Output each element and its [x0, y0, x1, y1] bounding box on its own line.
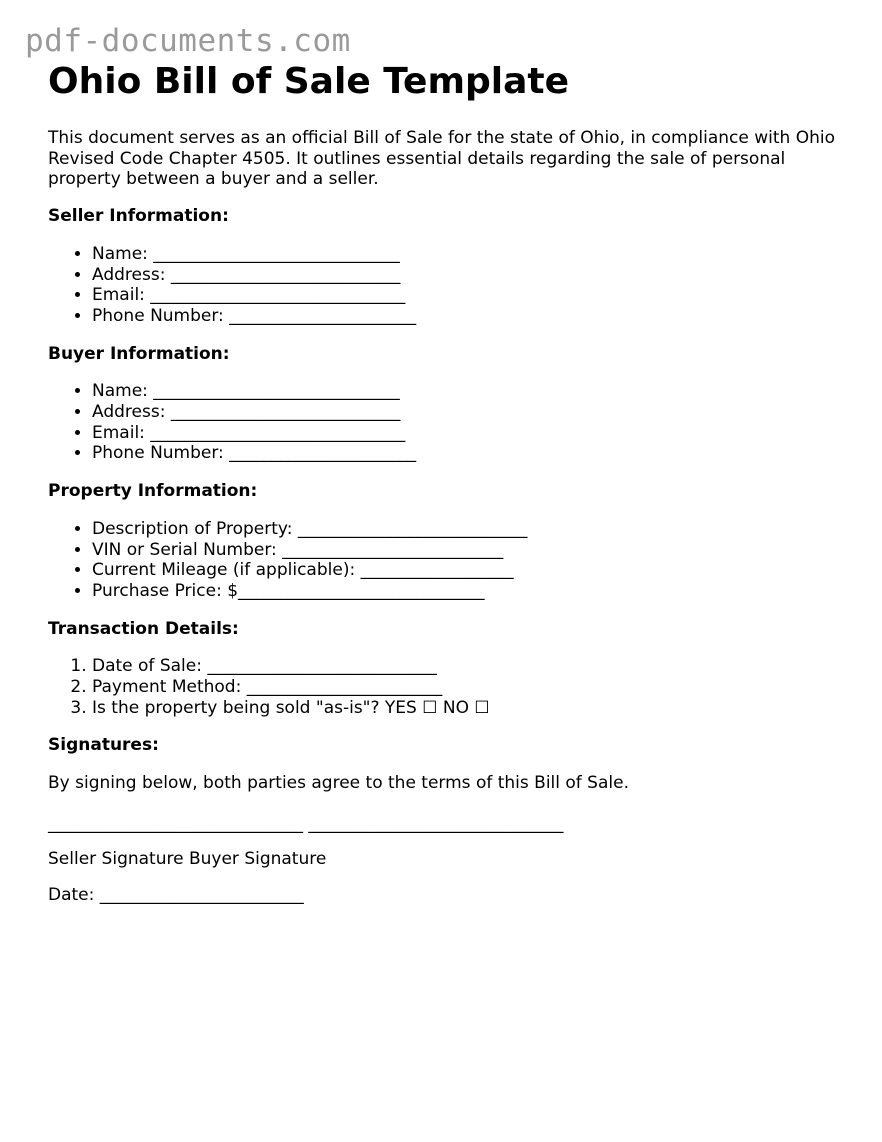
signatures-statement: By signing below, both parties agree to the terms of this Bill of Sale. — [48, 773, 629, 794]
property-price-field[interactable]: • Purchase Price: $_____________________________ — [92, 581, 848, 602]
document-body — [48, 60, 848, 922]
seller-name-field[interactable]: • Name: _____________________________ — [92, 244, 848, 265]
property-heading: Property Information: — [48, 481, 258, 502]
seller-email-field[interactable]: • Email: ______________________________ — [92, 285, 848, 306]
seller-list — [48, 244, 848, 327]
transaction-date-field[interactable]: 1. Date of Sale: ___________________________ — [92, 656, 848, 677]
property-list — [48, 519, 848, 602]
buyer-heading: Buyer Information: — [48, 343, 230, 364]
signature-date-field[interactable]: Date: ________________________ — [48, 885, 304, 906]
intro-paragraph: This document serves as an official Bill of Sale for the state of Ohio, in compliance with Ohio Revised Code Chapter 4505. It outlines essential details regarding the sale of personal property between a buyer and a seller. — [48, 128, 835, 190]
buyer-list — [48, 381, 848, 464]
signature-lines[interactable]: ______________________________ ______________________________ — [48, 813, 564, 834]
document-title: Ohio Bill of Sale Template — [48, 61, 569, 102]
signature-labels: Seller Signature Buyer Signature — [48, 848, 327, 869]
signatures-heading: Signatures: — [48, 735, 159, 756]
buyer-phone-field[interactable]: • Phone Number: ______________________ — [92, 443, 848, 464]
transaction-heading: Transaction Details: — [48, 618, 239, 639]
seller-heading: Seller Information: — [48, 206, 229, 227]
transaction-list — [48, 656, 848, 718]
buyer-name-field[interactable]: • Name: _____________________________ — [92, 381, 848, 402]
property-vin-field[interactable]: • VIN or Serial Number: __________________________ — [92, 540, 848, 561]
seller-phone-field[interactable]: • Phone Number: ______________________ — [92, 306, 848, 327]
transaction-payment-field[interactable]: 2. Payment Method: _______________________ — [92, 677, 848, 698]
property-description-field[interactable]: • Description of Property: ___________________________ — [92, 519, 848, 540]
property-mileage-field[interactable]: • Current Mileage (if applicable): __________________ — [92, 560, 848, 581]
watermark: pdf-documents.com — [25, 23, 351, 59]
buyer-email-field[interactable]: • Email: ______________________________ — [92, 423, 848, 444]
seller-address-field[interactable]: • Address: ___________________________ — [92, 265, 848, 286]
transaction-as-is-field[interactable]: 3. Is the property being sold "as-is"? YES ☐ NO ☐ — [92, 698, 848, 719]
buyer-address-field[interactable]: • Address: ___________________________ — [92, 402, 848, 423]
